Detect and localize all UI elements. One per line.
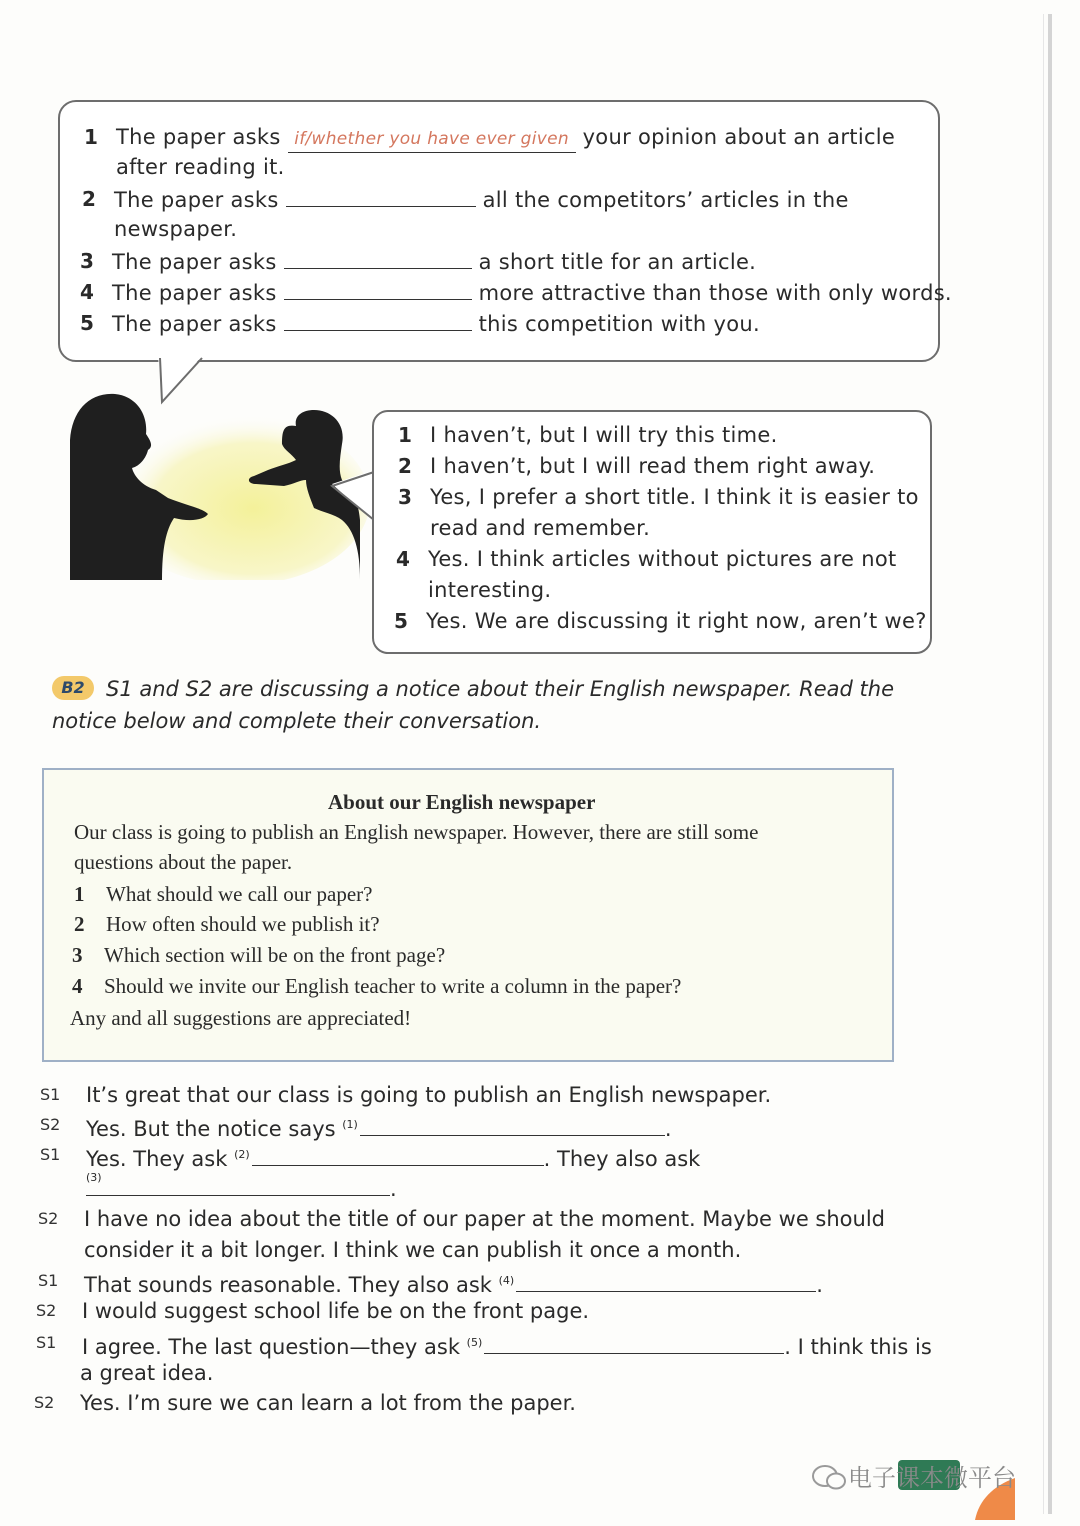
answer-blank[interactable] — [284, 310, 472, 331]
instruction-line-2: notice below and complete their conversation. — [52, 709, 542, 733]
response-number: 4 — [396, 547, 410, 571]
answer-blank-2[interactable] — [252, 1145, 544, 1166]
dialogue-text: I agree. The last question—they ask — [82, 1335, 460, 1359]
answer-blank[interactable] — [286, 186, 476, 207]
exercise-badge: B2 — [52, 676, 94, 700]
dialogue-text: That sounds reasonable. They also ask — [84, 1273, 492, 1297]
speaker-label: S1 — [40, 1145, 61, 1164]
dialogue-text: . They also ask — [543, 1147, 701, 1171]
response-text: Yes. I think articles without pictures are not — [428, 547, 897, 571]
blank-marker: (4) — [498, 1274, 515, 1287]
two-people-silhouette-illustration — [70, 380, 370, 580]
item-lead: The paper asks — [114, 188, 279, 212]
item-text — [112, 248, 756, 275]
dialogue-line: . — [86, 1174, 397, 1204]
dialogue-text: . I think this is — [784, 1335, 932, 1359]
speaker-label: S1 — [40, 1085, 61, 1104]
dialogue-line — [86, 1140, 700, 1174]
blank-marker: (3) — [86, 1171, 102, 1184]
item-tail: a short title for an article. — [478, 250, 757, 274]
blank-marker: (1) — [342, 1118, 358, 1131]
item-tail: all the competitors’ articles in the — [482, 188, 849, 212]
notice-question: Which section will be on the front page? — [104, 943, 446, 967]
item-text — [116, 124, 895, 153]
notice-intro: Our class is going to publish an English newspaper. However, there are still some — [74, 820, 759, 844]
item-number: 2 — [82, 187, 96, 211]
answer-blank-4[interactable] — [516, 1271, 816, 1292]
response-text: Yes. We are discussing it right now, aren’t we? — [426, 609, 927, 633]
answer-blank[interactable] — [288, 124, 576, 153]
speaker-label: S2 — [38, 1209, 59, 1228]
speaker-label: S2 — [36, 1301, 57, 1320]
response-text: I haven’t, but I will read them right away. — [430, 454, 876, 478]
item-number: 3 — [80, 249, 94, 273]
answer-blank-5[interactable] — [484, 1333, 784, 1354]
dialogue-continuation: consider it a bit longer. I think we can publish it once a month. — [84, 1238, 742, 1262]
response-text: I haven’t, but I will try this time. — [430, 423, 778, 447]
item-lead: The paper asks — [112, 312, 277, 336]
dialogue-line: I would suggest school life be on the front page. — [82, 1299, 590, 1323]
answer-blank-1[interactable] — [360, 1115, 665, 1136]
dialogue-continuation: a great idea. — [80, 1361, 214, 1385]
speech-bubble-tail-right — [330, 470, 378, 530]
dialogue-line: Yes. I’m sure we can learn a lot from the paper. — [80, 1391, 576, 1415]
dialogue-line: Yes. But the notice says $^{(1)}$ . — [86, 1117, 672, 1141]
notice-question: What should we call our paper? — [106, 882, 373, 906]
item-lead: The paper asks — [112, 250, 277, 274]
instruction-line-1: S1 and S2 are discussing a notice about their English newspaper. Read the — [106, 677, 894, 701]
notice-intro: questions about the paper. — [74, 850, 293, 874]
dialogue-line: It’s great that our class is going to publish an English newspaper. — [86, 1083, 772, 1107]
page-edge — [1048, 14, 1052, 1514]
dialogue-line — [82, 1328, 932, 1362]
question-number: 4 — [72, 974, 83, 998]
notice-question: Should we invite our English teacher to write a column in the paper? — [104, 974, 682, 998]
dialogue-line: I have no idea about the title of our paper at the moment. Maybe we should — [84, 1207, 885, 1231]
response-number: 1 — [398, 423, 412, 447]
response-text: Yes, I prefer a short title. I think it is easier to — [430, 485, 919, 509]
item-text — [114, 186, 849, 213]
watermark-text: 电子课本微平台 — [848, 1464, 1016, 1492]
notice-question: How often should we publish it? — [106, 912, 380, 936]
notice-closing: Any and all suggestions are appreciated! — [70, 1006, 412, 1030]
item-number: 1 — [84, 125, 98, 149]
item-continuation: after reading it. — [116, 155, 285, 179]
item-tail: this competition with you. — [478, 312, 760, 336]
item-number: 4 — [80, 280, 94, 304]
dialogue-text: Yes. They ask — [86, 1147, 228, 1171]
page-edge-shadow — [1043, 14, 1044, 1514]
speaker-label: S1 — [36, 1333, 57, 1352]
speaker-label: S2 — [40, 1115, 61, 1134]
response-continuation: interesting. — [428, 578, 552, 602]
dialogue-text: Yes. But the notice says — [86, 1117, 336, 1141]
notice-box — [42, 768, 894, 1062]
blank-marker: (2) — [234, 1148, 250, 1161]
sample-answer: if/whether you have ever given — [294, 129, 569, 149]
item-tail: your opinion about an article — [582, 125, 896, 149]
item-lead: The paper asks — [116, 125, 281, 149]
question-number: 3 — [72, 943, 83, 967]
answer-blank-3[interactable] — [86, 1175, 390, 1196]
item-continuation: newspaper. — [114, 217, 238, 241]
item-tail: more attractive than those with only words. — [478, 281, 952, 305]
question-number: 2 — [74, 912, 85, 936]
answer-blank[interactable] — [284, 279, 472, 300]
response-number: 5 — [394, 609, 408, 633]
dialogue-line: That sounds reasonable. They also ask $^{(4)}$ . — [84, 1273, 823, 1297]
response-number: 3 — [398, 485, 412, 509]
question-number: 1 — [74, 882, 85, 906]
speaker-label: S2 — [34, 1393, 55, 1412]
item-text — [112, 310, 760, 337]
blank-marker: (5) — [466, 1336, 483, 1349]
notice-title: About our English newspaper — [328, 790, 596, 814]
response-number: 2 — [398, 454, 412, 478]
wechat-icon — [810, 1462, 850, 1492]
response-continuation: read and remember. — [430, 516, 651, 540]
item-lead: The paper asks — [112, 281, 277, 305]
speaker-label: S1 — [38, 1271, 59, 1290]
answer-blank[interactable] — [284, 248, 472, 269]
item-text — [112, 279, 952, 306]
item-number: 5 — [80, 311, 94, 335]
